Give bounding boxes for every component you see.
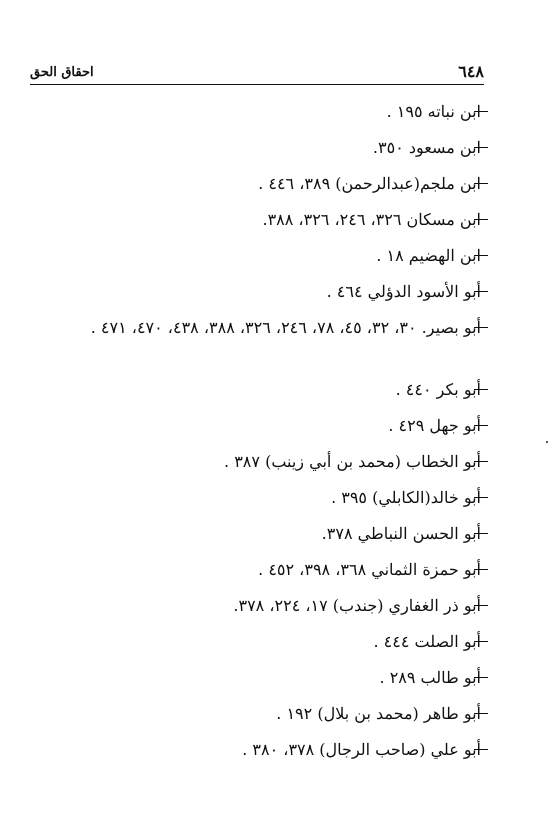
index-entry: ابن ملجم(عبدالرحمن) ٣٨٩، ٤٤٦ . — [258, 174, 481, 193]
index-entry: أبو بصير. ٣٠، ٣٢، ٤٥، ٧٨، ٢٤٦، ٣٢٦، ٣٨٨، ٤٣٨، ٤٧٠، ٤٧١ . — [90, 318, 481, 337]
index-entry: أبو الحسن النباطي ٣٧٨. — [321, 524, 481, 543]
index-entry: أبو بكر ٤٤٠ . — [395, 380, 481, 399]
page-header — [30, 62, 484, 85]
index-entry: ابن الهضيم ١٨ . — [376, 246, 481, 265]
page-number: ٦٤٨ — [458, 62, 484, 81]
index-entry: أبو جهل ٤٢٩ . — [388, 416, 481, 435]
index-entry: أبو حمزة الثماني ٣٦٨، ٣٩٨، ٤٥٢ . — [258, 560, 481, 579]
index-entry: ابن مسعود ٣٥٠. — [372, 138, 481, 157]
index-entry: أبو طاهر (محمد بن بلال) ١٩٢ . — [276, 704, 481, 723]
index-entry: ابن مسكان ٣٢٦، ٢٤٦، ٣٢٦، ٣٨٨. — [262, 210, 481, 229]
index-entry: أبو ذر الغفاري (جندب) ١٧، ٢٢٤، ٣٧٨. — [233, 596, 481, 615]
index-entry: أبو علي (صاحب الرجال) ٣٧٨، ٣٨٠ . — [242, 740, 481, 759]
index-entry: أبو الأسود الدؤلي ٤٦٤ . — [326, 282, 481, 301]
index-entry: أبو خالد(الكابلي) ٣٩٥ . — [331, 488, 481, 507]
index-entry: أبو الصلت ٤٤٤ . — [373, 632, 481, 651]
index-entry: ابن نباته ١٩٥ . — [386, 102, 481, 121]
index-entry: أبو طالب ٢٨٩ . — [379, 668, 481, 687]
index-entry: أبو الخطاب (محمد بن أبي زينب) ٣٨٧ . — [224, 452, 481, 471]
scan-speck — [546, 441, 548, 443]
running-title: احقاق الحق — [30, 65, 94, 80]
